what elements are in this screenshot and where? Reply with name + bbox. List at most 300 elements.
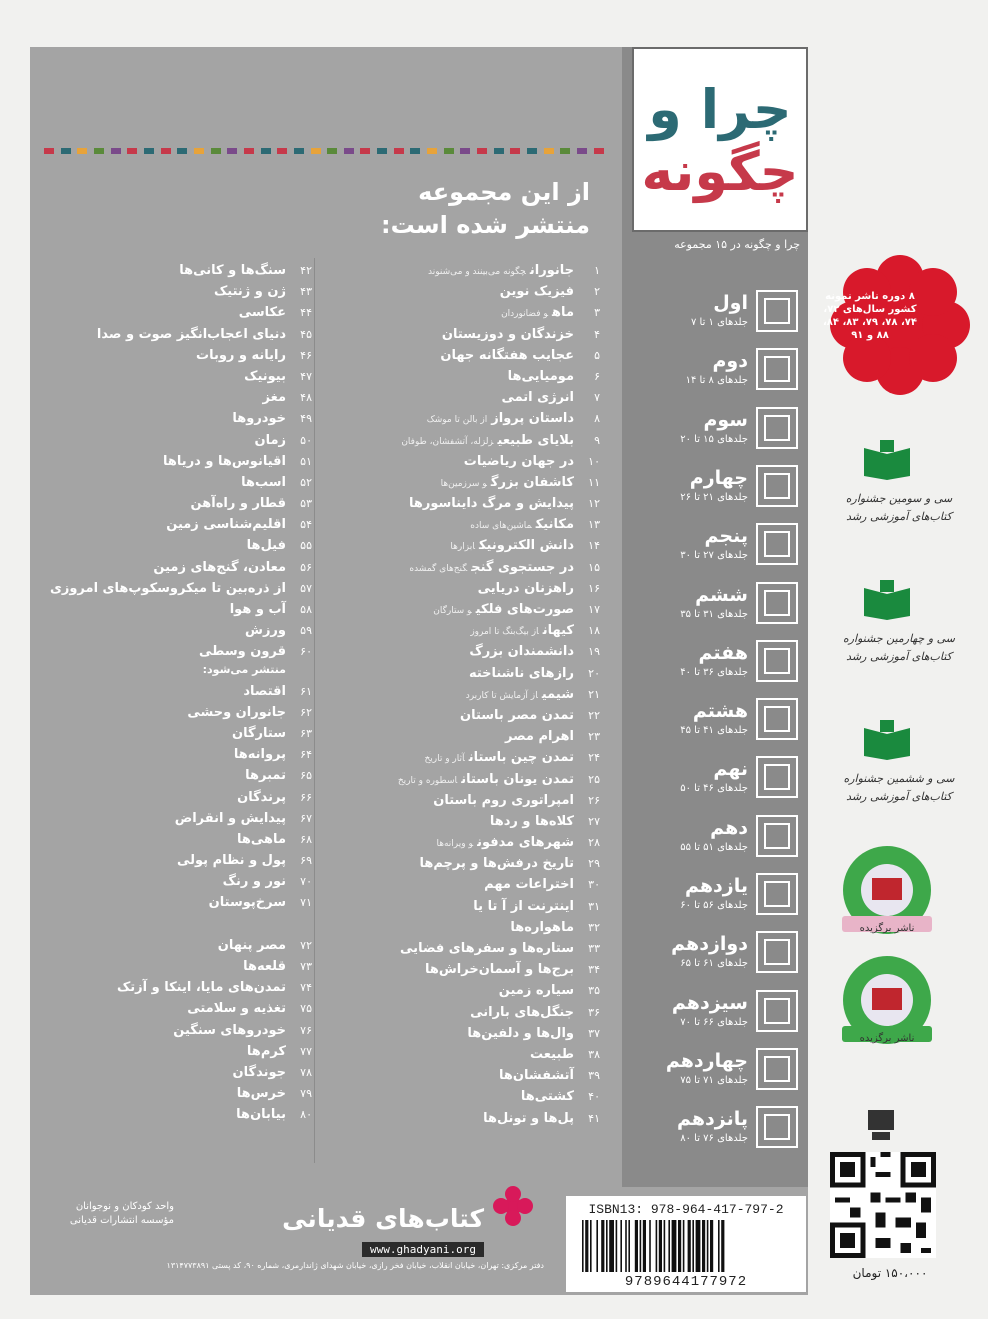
decor-dot — [560, 148, 570, 154]
title-row — [30, 869, 312, 890]
title-row — [30, 827, 312, 848]
title-name: سیاره زمین — [498, 983, 574, 999]
title-number: ۲۳ — [588, 730, 600, 744]
title-row — [316, 1042, 600, 1063]
title-row — [30, 364, 312, 385]
decor-dot — [577, 148, 587, 154]
volume-range: جلدهای ۸ تا ۱۴ — [685, 375, 748, 387]
decor-dot — [344, 148, 354, 154]
title-number: ۴۰ — [588, 1090, 600, 1104]
title-name: تمبرها — [245, 768, 286, 784]
title-number: ۳۸ — [588, 1047, 600, 1061]
title-name: مکانیک — [535, 517, 574, 533]
title-row — [316, 1106, 600, 1127]
publisher-institute: واحد کودکان و نوجوانان مؤسسه انتشارات قدیانی — [69, 1201, 174, 1226]
title-desc: و ستارگان — [433, 606, 472, 616]
title-name: بیابان‌ها — [236, 1107, 286, 1123]
title-number: ۱ — [594, 264, 600, 277]
title-number: ۲ — [594, 285, 600, 299]
series-mini-logo-icon — [756, 523, 798, 565]
title-number: ۱۳ — [588, 518, 600, 532]
title-name: اقیانوس‌ها و دریاها — [163, 453, 286, 469]
title-desc: و ویرانه‌ها — [436, 839, 474, 850]
title-name: عجایب هفتگانه جهان — [440, 347, 574, 363]
title-number: ۸ — [594, 412, 600, 426]
title-number: ۲۰ — [588, 666, 600, 680]
volume-item — [636, 403, 804, 455]
title-name: بلایای طبیعی — [497, 432, 574, 448]
title-name: کاشفان بزرگ — [490, 474, 574, 490]
title-desc: و فضانوردان — [501, 309, 549, 320]
title-name: در جستجوی گنج — [471, 559, 574, 575]
decor-dot — [444, 148, 454, 154]
title-name: از ذره‌بین تا میکروسکوپ‌های امروزی — [49, 580, 286, 596]
volume-item — [636, 694, 804, 746]
title-name: در جهان ریاضیات — [463, 453, 574, 469]
decor-dot — [177, 148, 187, 154]
decor-dot — [161, 148, 171, 154]
decor-dot — [394, 148, 404, 154]
title-name: کرم‌ها — [246, 1043, 286, 1059]
title-name: اقلیم‌شناسی زمین — [166, 517, 286, 533]
festival-award-1: سی و سومین جشنواره کتاب‌های آموزشی رشد — [824, 440, 974, 550]
title-number: ۱۹ — [588, 645, 600, 659]
volume-title: سیزدهم — [671, 991, 748, 1014]
publisher-website[interactable]: www.ghadyani.org — [362, 1242, 484, 1257]
title-desc: از بالن تا موشک — [426, 415, 488, 426]
title-name: سنگ‌ها و کانی‌ها — [179, 263, 286, 278]
volume-range: جلدهای ۷۶ تا ۸۰ — [680, 1133, 748, 1145]
title-number: ۴۳ — [300, 285, 312, 299]
title-row — [316, 703, 600, 724]
volume-title: سوم — [703, 408, 748, 431]
title-name: تمدن یونان باستان — [461, 771, 574, 787]
title-row — [316, 385, 600, 406]
decor-dot — [327, 148, 337, 154]
title-number: ۶۵ — [300, 769, 312, 783]
series-mini-logo-icon — [756, 1106, 798, 1148]
logo-line1: چرا و — [648, 78, 792, 141]
title-row — [30, 806, 312, 827]
title-number: ۷۸ — [300, 1065, 312, 1079]
title-number: ۲۱ — [588, 687, 600, 701]
decor-dot — [544, 148, 554, 154]
decor-dot — [460, 148, 470, 154]
volume-item — [636, 752, 804, 804]
title-name: آتشفشان‌ها — [498, 1068, 574, 1084]
title-name: پیدایش و انقراض — [174, 810, 286, 826]
title-name: خودروها — [232, 411, 286, 427]
title-name: تمدن‌های مایا، اینکا و آزتک — [116, 980, 286, 996]
title-row — [316, 597, 600, 618]
title-number: ۱۰ — [588, 454, 600, 468]
title-name: ماهی‌ها — [237, 831, 286, 847]
series-mini-logo-icon — [756, 407, 798, 449]
title-row — [316, 322, 600, 343]
title-row — [316, 915, 600, 936]
title-row — [30, 954, 312, 975]
series-mini-logo-icon — [756, 873, 798, 915]
title-row — [316, 639, 600, 660]
series-mini-logo-icon — [756, 582, 798, 624]
title-row — [30, 1102, 312, 1123]
title-row — [316, 533, 600, 554]
title-name: شهرهای مدفون — [477, 835, 574, 851]
title-name: جانوران — [529, 263, 574, 278]
title-row — [30, 912, 312, 933]
title-name: اقتصاد — [243, 683, 286, 699]
title-row — [316, 724, 600, 745]
title-name: پروانه‌ها — [233, 747, 286, 763]
decor-dot — [77, 148, 87, 154]
title-list-column-1 — [316, 258, 600, 1127]
decor-dot — [227, 148, 237, 154]
title-row — [30, 639, 312, 660]
title-name: فیزیک نوین — [499, 284, 574, 300]
title-row — [316, 618, 600, 639]
title-row — [30, 996, 312, 1017]
title-number: ۶۴ — [300, 748, 312, 762]
title-name: امپراتوری روم باستان — [433, 792, 574, 808]
title-name: قلعه‌ها — [243, 959, 286, 974]
title-row — [30, 975, 312, 996]
title-name: انرژی اتمی — [501, 390, 574, 406]
volume-item — [636, 578, 804, 630]
title-row — [316, 1000, 600, 1021]
title-name: رایانه و روبات — [196, 347, 286, 363]
publisher-block — [44, 1180, 544, 1290]
logo-line2: چگونه — [641, 140, 799, 203]
title-row — [30, 449, 312, 470]
title-number: ۴۶ — [300, 348, 312, 362]
volume-title: دهم — [710, 816, 748, 839]
title-number: ۳۴ — [588, 963, 600, 977]
title-row — [30, 763, 312, 784]
title-number: ۱۴ — [588, 539, 600, 553]
title-number: ۲۵ — [588, 772, 600, 786]
title-number: ۷۱ — [300, 896, 312, 910]
title-name: خودروهای سنگین — [173, 1022, 286, 1038]
title-row — [316, 300, 600, 321]
title-row — [316, 449, 600, 470]
title-number: ۵۱ — [300, 454, 312, 468]
title-number: ۵۰ — [300, 433, 312, 447]
title-number: ۲۷ — [588, 814, 600, 828]
publisher-seal-1: ناشر برگزیده — [832, 840, 942, 950]
title-row — [30, 512, 312, 533]
title-number: ۷۴ — [300, 981, 312, 995]
title-number: ۷۳ — [300, 960, 312, 973]
decor-dot — [377, 148, 387, 154]
title-name: معادن، گنج‌های زمین — [153, 559, 286, 575]
title-name: جانوران وحشی — [187, 704, 286, 720]
series-mini-logo-icon — [756, 290, 798, 332]
title-name: اختراعات مهم — [484, 877, 574, 893]
title-number: ۴۷ — [300, 369, 312, 383]
title-row — [30, 1060, 312, 1081]
title-name: سرخ‌پوستان — [208, 895, 286, 911]
volume-range: جلدهای ۴۱ تا ۴۵ — [680, 725, 748, 737]
title-row — [316, 576, 600, 597]
title-name: زمان — [254, 432, 286, 448]
title-name: پرندگان — [237, 789, 286, 805]
title-row — [316, 1021, 600, 1042]
decor-dot — [294, 148, 304, 154]
title-name: پیدایش و مرگ دایناسورها — [408, 496, 574, 512]
title-row — [30, 406, 312, 427]
decor-dot — [144, 148, 154, 154]
title-row — [316, 512, 600, 533]
title-number: ۴۵ — [300, 327, 312, 341]
volume-range: جلدهای ۳۱ تا ۳۵ — [680, 608, 748, 620]
volume-range: جلدهای ۶۱ تا ۶۵ — [680, 958, 748, 970]
title-name: ماه — [552, 305, 574, 321]
volume-item — [636, 636, 804, 688]
volume-title: دوازدهم — [671, 933, 748, 956]
volume-item — [636, 986, 804, 1038]
title-number: ۳ — [594, 306, 600, 320]
barcode-number: 9789644177972 — [624, 1274, 748, 1290]
title-row — [316, 279, 600, 300]
title-row — [30, 576, 312, 597]
title-number: ۱۶ — [588, 581, 600, 595]
title-number: ۲۲ — [588, 708, 600, 722]
title-row — [30, 428, 312, 449]
title-number: ۲۴ — [588, 751, 600, 765]
title-name: تمدن چین باستان — [468, 750, 574, 766]
title-row — [30, 343, 312, 364]
title-row — [316, 936, 600, 957]
title-name: قطار و راه‌آهن — [190, 496, 286, 512]
volume-title: یازدهم — [684, 875, 748, 897]
title-name: مغز — [262, 390, 286, 406]
title-name: تمدن مصر باستان — [459, 707, 574, 723]
decor-dot — [61, 148, 71, 154]
title-number: ۳۰ — [588, 878, 600, 892]
volume-range: جلدهای ۱ تا ۷ — [690, 317, 748, 328]
decor-dot — [194, 148, 204, 154]
title-name: داستان پرواز — [491, 411, 574, 427]
title-number: ۱۲ — [588, 497, 600, 511]
title-name: نور و رنگ — [222, 874, 286, 890]
award-badge-text: ۸ دوره ناشر نمونه کشور سال‌های ۷۲، ۷۴، ۷۸، ۷۹، ۸۳، ۸۴، ۸۸ و ۹۱ — [822, 291, 918, 341]
title-row — [30, 618, 312, 639]
series-mini-logo-icon — [756, 1048, 798, 1090]
title-row — [316, 851, 600, 872]
flower-logo-icon — [492, 1186, 534, 1226]
volume-title: هفتم — [698, 641, 748, 664]
volume-range: جلدهای ۵۶ تا ۶۰ — [680, 900, 748, 911]
volume-title: پنجم — [704, 525, 748, 548]
title-row — [316, 788, 600, 809]
qr-code-icon — [830, 1152, 936, 1258]
series-mini-logo-icon — [756, 931, 798, 973]
title-name: ژن و ژنتیک — [213, 284, 286, 300]
title-number: ۷۲ — [300, 938, 312, 952]
title-number: ۴۲ — [300, 264, 312, 277]
title-desc: آثار و تاریخ — [424, 754, 465, 765]
title-number: ۳۳ — [588, 942, 600, 955]
title-row — [316, 767, 600, 788]
decor-dot — [494, 148, 504, 154]
title-name: دنیای اعجاب‌انگیز صوت و صدا — [96, 326, 286, 342]
title-row — [316, 406, 600, 427]
series-mini-logo-icon — [756, 348, 798, 390]
title-row — [316, 555, 600, 576]
title-number: ۶۹ — [300, 854, 312, 868]
volume-range: جلدهای ۶۶ تا ۷۰ — [680, 1016, 748, 1028]
volume-title: پانزدهم — [676, 1108, 748, 1131]
volume-range: جلدهای ۴۶ تا ۵۰ — [680, 783, 748, 795]
title-row — [316, 470, 600, 491]
title-name: راهزنان دریایی — [477, 580, 574, 596]
price-label: ۱۵۰،۰۰۰ تومان — [852, 1266, 928, 1280]
title-number: ۷۵ — [300, 1002, 312, 1016]
title-name: کیهان — [542, 623, 574, 639]
decor-dot — [244, 148, 254, 154]
title-name: ماهواره‌ها — [510, 919, 574, 935]
title-name: خزندگان و دوزیستان — [441, 326, 574, 342]
title-name: ستارگان — [232, 725, 286, 741]
title-name: قرون وسطی — [199, 644, 286, 660]
title-row — [316, 364, 600, 385]
title-row — [30, 848, 312, 869]
title-row — [30, 279, 312, 300]
heading-line1: از این مجموعه — [418, 178, 590, 206]
festival-award-2: سی و چهارمین جشنواره کتاب‌های آموزشی رشد — [824, 580, 974, 690]
festival-award-3: سی و ششمین جشنواره کتاب‌های آموزشی رشد — [824, 720, 974, 830]
series-mini-logo-icon — [756, 815, 798, 857]
decor-dot — [427, 148, 437, 154]
title-number: ۶۰ — [300, 645, 312, 659]
title-row — [316, 343, 600, 364]
title-number: ۶ — [594, 369, 600, 383]
decor-dot — [127, 148, 137, 154]
title-number: ۵۸ — [300, 603, 312, 616]
volume-item — [636, 869, 804, 921]
title-row — [30, 700, 312, 721]
title-row — [30, 597, 312, 618]
title-row — [30, 491, 312, 512]
title-row — [316, 1084, 600, 1105]
decor-dot — [111, 148, 121, 154]
series-mini-logo-icon — [756, 990, 798, 1032]
title-number: ۵۶ — [300, 560, 312, 574]
title-name: ستاره‌ها و سفرهای فضایی — [400, 941, 574, 956]
title-row — [30, 785, 312, 806]
publisher-brand: کتاب‌های قدیانی — [282, 1204, 484, 1233]
volume-range: جلدهای ۲۱ تا ۲۶ — [680, 491, 748, 503]
title-row — [316, 872, 600, 893]
title-desc: ابزارها — [450, 542, 475, 553]
title-number: ۵ — [594, 348, 600, 362]
decor-dot — [211, 148, 221, 154]
title-name: کلاه‌ها و ردها — [489, 813, 574, 829]
title-row — [30, 1018, 312, 1039]
title-number: ۵۳ — [300, 497, 312, 511]
title-number: ۹ — [594, 433, 600, 447]
title-name: مومیایی‌ها — [507, 368, 574, 384]
title-row — [316, 661, 600, 682]
volume-item — [636, 1044, 804, 1096]
title-row — [30, 300, 312, 321]
book-award-icon — [862, 440, 912, 480]
title-number: ۱۵ — [588, 560, 600, 574]
title-number: ۴۴ — [300, 306, 312, 320]
series-mini-logo-icon — [756, 698, 798, 740]
book-award-icon — [862, 580, 912, 620]
title-number: ۷ — [594, 391, 600, 405]
title-number: ۱۷ — [588, 603, 600, 616]
title-number: ۲۶ — [588, 793, 600, 807]
title-number: ۶۲ — [300, 705, 312, 719]
title-row — [316, 830, 600, 851]
title-number: ۵۹ — [300, 624, 312, 638]
title-name: خرس‌ها — [236, 1086, 286, 1102]
title-number: ۳۶ — [588, 1005, 600, 1019]
title-name: برج‌ها و آسمان‌خراش‌ها — [424, 962, 574, 978]
volume-range: جلدهای ۳۶ تا ۴۰ — [680, 666, 748, 678]
title-name: طبیعت — [530, 1046, 574, 1062]
title-number: ۲۹ — [588, 857, 600, 871]
title-name: صورت‌های فلکی — [475, 602, 574, 617]
title-number: ۴۸ — [300, 391, 312, 405]
title-number: ۵۲ — [300, 475, 312, 489]
title-name: دانش الکترونیک — [478, 538, 574, 554]
volume-title: نهم — [713, 758, 748, 781]
page-heading — [330, 176, 590, 242]
title-name: آب و هوا — [229, 602, 286, 617]
volume-item — [636, 519, 804, 571]
title-row — [316, 491, 600, 512]
title-name: اهرام مصر — [504, 729, 574, 745]
title-number: ۷۷ — [300, 1044, 312, 1058]
decor-dot — [277, 148, 287, 154]
title-name: اسب‌ها — [241, 474, 286, 490]
title-desc: از بیگ‌بنگ تا امروز — [470, 627, 539, 638]
barcode-icon — [578, 1220, 794, 1272]
series-logo — [632, 47, 808, 232]
title-number: ۱۱ — [588, 475, 600, 489]
title-desc: گنج‌های گمشده — [409, 563, 468, 574]
title-number: ۶۶ — [300, 790, 312, 804]
volume-range: جلدهای ۵۱ تا ۵۵ — [680, 841, 748, 853]
volume-title: ششم — [695, 583, 748, 606]
volume-item — [636, 344, 804, 396]
decor-dot — [311, 148, 321, 154]
decor-dot — [94, 148, 104, 154]
series-mini-logo-icon — [756, 756, 798, 798]
title-number: ۴۱ — [588, 1111, 600, 1125]
title-row — [30, 742, 312, 763]
title-name: فیل‌ها — [246, 538, 286, 554]
title-number: ۴۹ — [300, 412, 312, 426]
volume-title: دوم — [712, 350, 748, 373]
title-desc: چگونه می‌بینند و می‌شنوند — [428, 267, 526, 277]
volume-item — [636, 927, 804, 979]
title-number: ۳۱ — [588, 899, 600, 913]
title-number: ۴ — [594, 327, 600, 341]
decorative-dots — [44, 148, 604, 158]
title-row — [316, 258, 600, 279]
volume-item — [636, 286, 804, 338]
title-list-column-2 — [30, 258, 312, 1124]
title-row — [30, 555, 312, 576]
volume-title: چهاردهم — [665, 1049, 748, 1072]
volume-title: اول — [713, 292, 748, 314]
decor-dot — [594, 148, 604, 154]
title-name: عکاسی — [238, 305, 286, 321]
